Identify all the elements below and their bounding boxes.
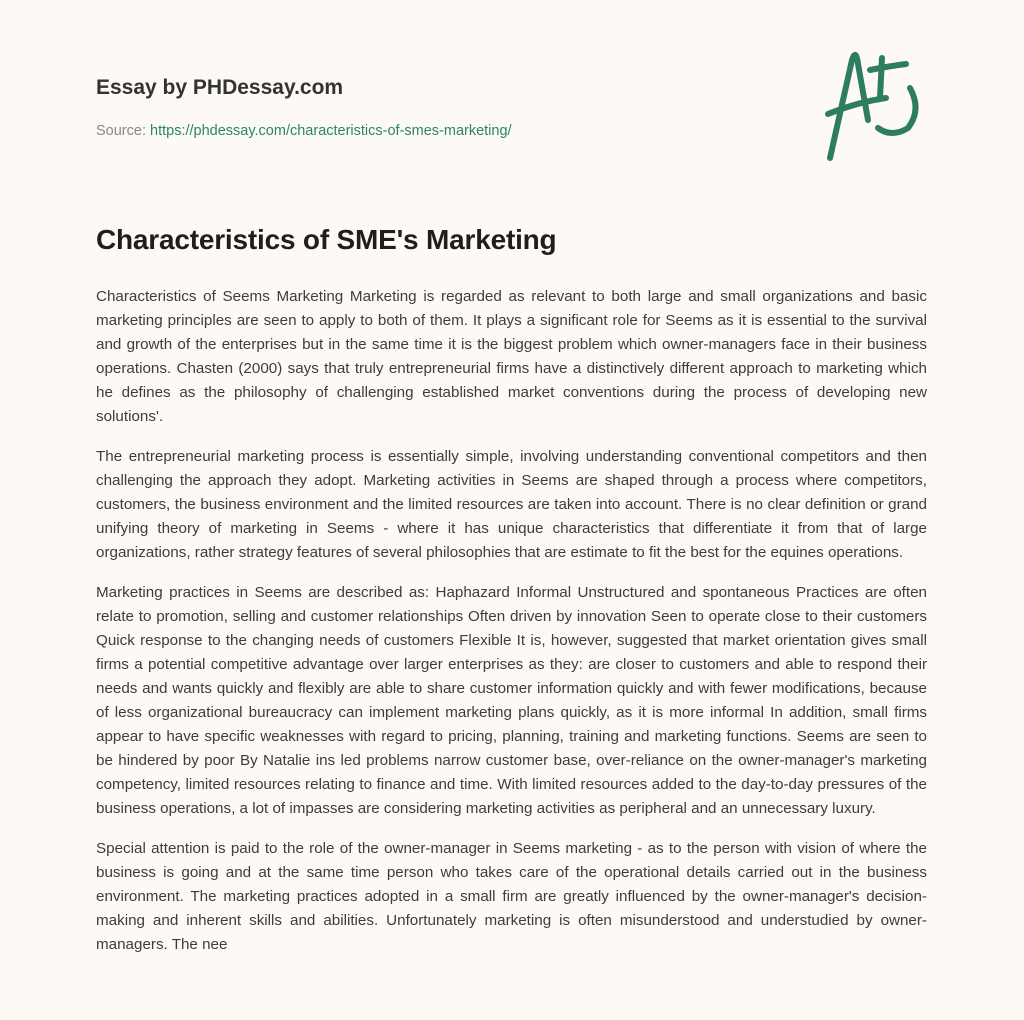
article-paragraph: Characteristics of Seems Marketing Marketing is regarded as relevant to both large and small organizations and basic marketing principles are seen to apply to both of them. It plays a significant role for Seems as it is essential to the survival and growth of the enterprises but in the same time it is the biggest problem which owner-managers face in their business operations. Chasten (2000) says that truly entrepreneurial firms have a distinctively different approach to marketing which he defines as the philosophy of challenging established market conventions during the process of developing new solutions'. [96,288,927,425]
article-paragraph: The entrepreneurial marketing process is essentially simple, involving understanding conventional competitors and then challenging the approach they adopt. Marketing activities in Seems are shaped through a process where competitors, customers, the business environment and the limited resources are taken into account. There is no clear definition or grand unifying theory of marketing in Seems - where it has unique characteristics that differentiate it from that of large organizations, rather strategy features of several philosophies that are estimate to fit the best for the equines operations. [96,448,927,561]
article-body [96,285,927,973]
source-line [96,123,512,139]
source-label: Source: [96,123,146,139]
article-paragraph: Special attention is paid to the role of the owner-manager in Seems marketing - as to the person with vision of where the business is going and at the same time person who takes care of the operational details carried out in the business environment. The marketing practices adopted in a small firm are greatly influenced by the owner-manager's decision-making and inherent skills and abilities. Unfortunately marketing is often misunderstood and understudied by owner-managers. The nee [96,840,927,953]
source-link[interactable]: https://phdessay.com/characteristics-of-smes-marketing/ [150,123,512,139]
a-plus-logo-icon [818,40,928,165]
article-title: Characteristics of SME's Marketing [96,224,557,255]
article-paragraph: Marketing practices in Seems are described as: Haphazard Informal Unstructured and spontaneous Practices are often relate to promotion, selling and customer relationships Often driven by innovation Seen to operate close to their customers Quick response to the changing needs of customers Flexible It is, however, suggested that market orientation gives small firms a potential competitive advantage over larger enterprises as they: are closer to customers and able to respond their needs and wants quickly and flexibly are able to share customer information quickly and with fewer modifications, because of less organizational bureaucracy can implement marketing plans quickly, as it is more informal In addition, small firms appear to have specific weaknesses with regard to pricing, planning, training and marketing functions. Seems are seen to be hindered by poor By Natalie ins led problems narrow customer base, over-reliance on the owner-manager's marketing competency, limited resources relating to finance and time. With limited resources added to the day-to-day pressures of the business operations, a lot of impasses are considering marketing activities as peripheral and an unnecessary luxury. [96,584,927,817]
site-brand: Essay by PHDessay.com [96,76,344,99]
